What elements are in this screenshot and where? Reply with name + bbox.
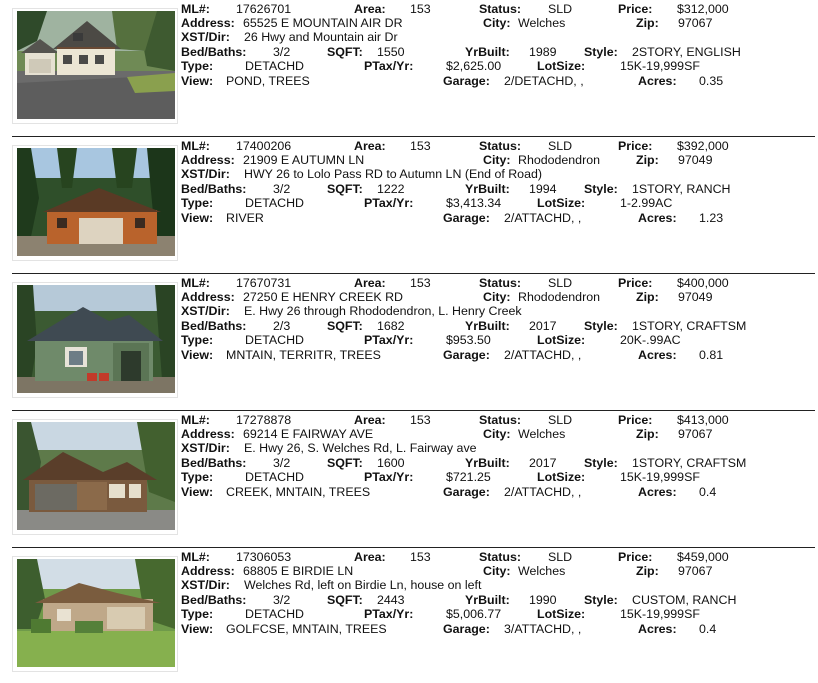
price-value: $392,000: [677, 139, 729, 153]
ptax-label: PTax/Yr:: [364, 607, 414, 621]
area-label: Area:: [354, 276, 386, 290]
address-label: Address:: [181, 427, 235, 441]
zip-value: 97067: [678, 564, 713, 578]
address-value: 68805 E BIRDIE LN: [243, 564, 354, 578]
ml-label: ML#:: [181, 550, 210, 564]
garage-label: Garage:: [443, 622, 490, 636]
yrbuilt-value: 1994: [529, 182, 557, 196]
sqft-value: 1550: [377, 45, 405, 59]
ml-number: 17278878: [236, 413, 292, 427]
ptax-label: PTax/Yr:: [364, 333, 414, 347]
status-label: Status:: [479, 276, 521, 290]
lotsize-value: 20K-.99AC: [620, 333, 681, 347]
garage-label: Garage:: [443, 74, 490, 88]
zip-value: 97049: [678, 290, 713, 304]
city-value: Rhododendron: [518, 290, 600, 304]
view-value: POND, TREES: [226, 74, 310, 88]
address-label: Address:: [181, 153, 235, 167]
area-value: 153: [410, 139, 431, 153]
zip-value: 97067: [678, 427, 713, 441]
lotsize-label: LotSize:: [537, 333, 586, 347]
city-label: City:: [483, 564, 511, 578]
type-value: DETACHD: [245, 333, 304, 347]
address-value: 27250 E HENRY CREEK RD: [243, 290, 404, 304]
view-value: RIVER: [226, 211, 264, 225]
listing-2: [0, 137, 818, 265]
status-value: SLD: [548, 139, 573, 153]
yrbuilt-value: 2017: [529, 319, 557, 333]
area-value: 153: [410, 2, 431, 16]
price-label: Price:: [618, 139, 653, 153]
zip-label: Zip:: [636, 290, 659, 304]
zip-label: Zip:: [636, 153, 659, 167]
yrbuilt-label: YrBuilt:: [465, 45, 510, 59]
style-label: Style:: [584, 182, 618, 196]
city-value: Welches: [518, 427, 566, 441]
ml-number: 17400206: [236, 139, 292, 153]
status-value: SLD: [548, 2, 573, 16]
ml-label: ML#:: [181, 276, 210, 290]
house-photo-cedar-garage: [17, 148, 175, 256]
city-label: City:: [483, 16, 511, 30]
status-value: SLD: [548, 550, 573, 564]
style-value: 1STORY, CRAFTSM: [632, 456, 747, 470]
type-label: Type:: [181, 196, 214, 210]
price-value: $312,000: [677, 2, 729, 16]
style-value: 1STORY, CRAFTSM: [632, 319, 747, 333]
bedbaths-value: 3/2: [273, 182, 291, 196]
acres-value: 0.4: [699, 485, 717, 499]
price-value: $400,000: [677, 276, 729, 290]
listing-4: [0, 411, 818, 539]
lotsize-value: 1-2.99AC: [620, 196, 673, 210]
address-label: Address:: [181, 564, 235, 578]
zip-label: Zip:: [636, 427, 659, 441]
style-label: Style:: [584, 593, 618, 607]
bedbaths-value: 3/2: [273, 45, 291, 59]
xst-value: Welches Rd, left on Birdie Ln, house on left: [244, 578, 482, 592]
area-label: Area:: [354, 550, 386, 564]
ptax-label: PTax/Yr:: [364, 470, 414, 484]
sqft-label: SQFT:: [327, 593, 363, 607]
lotsize-label: LotSize:: [537, 607, 586, 621]
city-label: City:: [483, 153, 511, 167]
city-value: Rhododendron: [518, 153, 600, 167]
view-label: View:: [181, 485, 214, 499]
view-label: View:: [181, 348, 214, 362]
sqft-label: SQFT:: [327, 319, 363, 333]
acres-value: 0.81: [699, 348, 724, 362]
yrbuilt-label: YrBuilt:: [465, 593, 510, 607]
city-label: City:: [483, 427, 511, 441]
xst-value: 26 Hwy and Mountain air Dr: [244, 30, 398, 44]
garage-value: 2/ATTACHD, ,: [504, 348, 582, 362]
type-label: Type:: [181, 333, 214, 347]
address-value: 65525 E MOUNTAIN AIR DR: [243, 16, 403, 30]
xst-label: XST/Dir:: [181, 304, 230, 318]
style-label: Style:: [584, 319, 618, 333]
yrbuilt-value: 1989: [529, 45, 557, 59]
ptax-value: $5,006.77: [446, 607, 502, 621]
garage-label: Garage:: [443, 485, 490, 499]
bedbaths-value: 2/3: [273, 319, 291, 333]
city-value: Welches: [518, 16, 566, 30]
bedbaths-label: Bed/Baths:: [181, 319, 247, 333]
acres-label: Acres:: [638, 74, 677, 88]
sqft-value: 1682: [377, 319, 405, 333]
listing-photo-frame: [12, 145, 178, 261]
garage-label: Garage:: [443, 211, 490, 225]
zip-label: Zip:: [636, 16, 659, 30]
area-value: 153: [410, 550, 431, 564]
acres-label: Acres:: [638, 622, 677, 636]
zip-value: 97067: [678, 16, 713, 30]
area-label: Area:: [354, 2, 386, 16]
address-label: Address:: [181, 16, 235, 30]
ml-label: ML#:: [181, 2, 210, 16]
status-value: SLD: [548, 413, 573, 427]
area-value: 153: [410, 276, 431, 290]
city-value: Welches: [518, 564, 566, 578]
listing-3: [0, 274, 818, 402]
garage-value: 2/ATTACHD, ,: [504, 211, 582, 225]
lotsize-value: 15K-19,999SF: [620, 59, 700, 73]
xst-label: XST/Dir:: [181, 441, 230, 455]
view-label: View:: [181, 211, 214, 225]
type-label: Type:: [181, 607, 214, 621]
price-label: Price:: [618, 276, 653, 290]
type-value: DETACHD: [245, 607, 304, 621]
listing-photo-frame: [12, 419, 178, 535]
view-value: MNTAIN, TERRITR, TREES: [226, 348, 381, 362]
acres-value: 0.4: [699, 622, 717, 636]
address-label: Address:: [181, 290, 235, 304]
type-label: Type:: [181, 470, 214, 484]
acres-label: Acres:: [638, 348, 677, 362]
address-value: 69214 E FAIRWAY AVE: [243, 427, 374, 441]
price-label: Price:: [618, 2, 653, 16]
acres-label: Acres:: [638, 485, 677, 499]
listing-5: [0, 548, 818, 676]
price-label: Price:: [618, 413, 653, 427]
garage-value: 2/ATTACHD, ,: [504, 485, 582, 499]
view-value: GOLFCSE, MNTAIN, TREES: [226, 622, 387, 636]
ptax-label: PTax/Yr:: [364, 59, 414, 73]
bedbaths-label: Bed/Baths:: [181, 593, 247, 607]
bedbaths-label: Bed/Baths:: [181, 45, 247, 59]
price-value: $413,000: [677, 413, 729, 427]
status-label: Status:: [479, 139, 521, 153]
ptax-value: $721.25: [446, 470, 491, 484]
sqft-label: SQFT:: [327, 456, 363, 470]
sqft-value: 1600: [377, 456, 405, 470]
area-label: Area:: [354, 413, 386, 427]
price-value: $459,000: [677, 550, 729, 564]
sqft-value: 1222: [377, 182, 405, 196]
xst-label: XST/Dir:: [181, 167, 230, 181]
ptax-value: $953.50: [446, 333, 491, 347]
lotsize-label: LotSize:: [537, 196, 586, 210]
ml-label: ML#:: [181, 413, 210, 427]
ptax-value: $2,625.00: [446, 59, 502, 73]
ptax-value: $3,413.34: [446, 196, 502, 210]
xst-value: E. Hwy 26, S. Welches Rd, L. Fairway ave: [244, 441, 477, 455]
ptax-label: PTax/Yr:: [364, 196, 414, 210]
view-value: CREEK, MNTAIN, TREES: [226, 485, 371, 499]
bedbaths-value: 3/2: [273, 593, 291, 607]
ml-number: 17626701: [236, 2, 292, 16]
style-label: Style:: [584, 456, 618, 470]
yrbuilt-value: 1990: [529, 593, 557, 607]
xst-label: XST/Dir:: [181, 30, 230, 44]
yrbuilt-label: YrBuilt:: [465, 319, 510, 333]
bedbaths-label: Bed/Baths:: [181, 182, 247, 196]
house-photo-green-craftsman: [17, 285, 175, 393]
xst-value: E. Hwy 26 through Rhododendron, L. Henry Creek: [244, 304, 522, 318]
sqft-label: SQFT:: [327, 45, 363, 59]
listing-photo-frame: [12, 8, 178, 124]
listing-1: [0, 0, 818, 128]
status-label: Status:: [479, 2, 521, 16]
house-photo-custom-ranch: [17, 559, 175, 667]
garage-value: 2/DETACHD, ,: [504, 74, 584, 88]
yrbuilt-label: YrBuilt:: [465, 456, 510, 470]
style-value: CUSTOM, RANCH: [632, 593, 737, 607]
ml-number: 17670731: [236, 276, 292, 290]
listing-photo-frame: [12, 282, 178, 398]
lotsize-value: 15K-19,999SF: [620, 470, 700, 484]
style-value: 1STORY, RANCH: [632, 182, 731, 196]
acres-label: Acres:: [638, 211, 677, 225]
area-label: Area:: [354, 139, 386, 153]
price-label: Price:: [618, 550, 653, 564]
listing-photo-frame: [12, 556, 178, 672]
xst-value: HWY 26 to Lolo Pass RD to Autumn LN (End of Road): [244, 167, 542, 181]
lotsize-label: LotSize:: [537, 470, 586, 484]
type-value: DETACHD: [245, 59, 304, 73]
view-label: View:: [181, 74, 214, 88]
status-label: Status:: [479, 413, 521, 427]
acres-value: 0.35: [699, 74, 724, 88]
house-photo-chalet: [17, 11, 175, 119]
xst-label: XST/Dir:: [181, 578, 230, 592]
zip-value: 97049: [678, 153, 713, 167]
status-value: SLD: [548, 276, 573, 290]
yrbuilt-label: YrBuilt:: [465, 182, 510, 196]
garage-value: 3/ATTACHD, ,: [504, 622, 582, 636]
sqft-value: 2443: [377, 593, 405, 607]
type-label: Type:: [181, 59, 214, 73]
acres-value: 1.23: [699, 211, 724, 225]
status-label: Status:: [479, 550, 521, 564]
address-value: 21909 E AUTUMN LN: [243, 153, 365, 167]
city-label: City:: [483, 290, 511, 304]
type-value: DETACHD: [245, 196, 304, 210]
style-value: 2STORY, ENGLISH: [632, 45, 741, 59]
bedbaths-label: Bed/Baths:: [181, 456, 247, 470]
ml-number: 17306053: [236, 550, 292, 564]
lotsize-value: 15K-19,999SF: [620, 607, 700, 621]
house-photo-brown-craftsman: [17, 422, 175, 530]
ml-label: ML#:: [181, 139, 210, 153]
lotsize-label: LotSize:: [537, 59, 586, 73]
yrbuilt-value: 2017: [529, 456, 557, 470]
view-label: View:: [181, 622, 214, 636]
area-value: 153: [410, 413, 431, 427]
type-value: DETACHD: [245, 470, 304, 484]
zip-label: Zip:: [636, 564, 659, 578]
bedbaths-value: 3/2: [273, 456, 291, 470]
sqft-label: SQFT:: [327, 182, 363, 196]
garage-label: Garage:: [443, 348, 490, 362]
style-label: Style:: [584, 45, 618, 59]
